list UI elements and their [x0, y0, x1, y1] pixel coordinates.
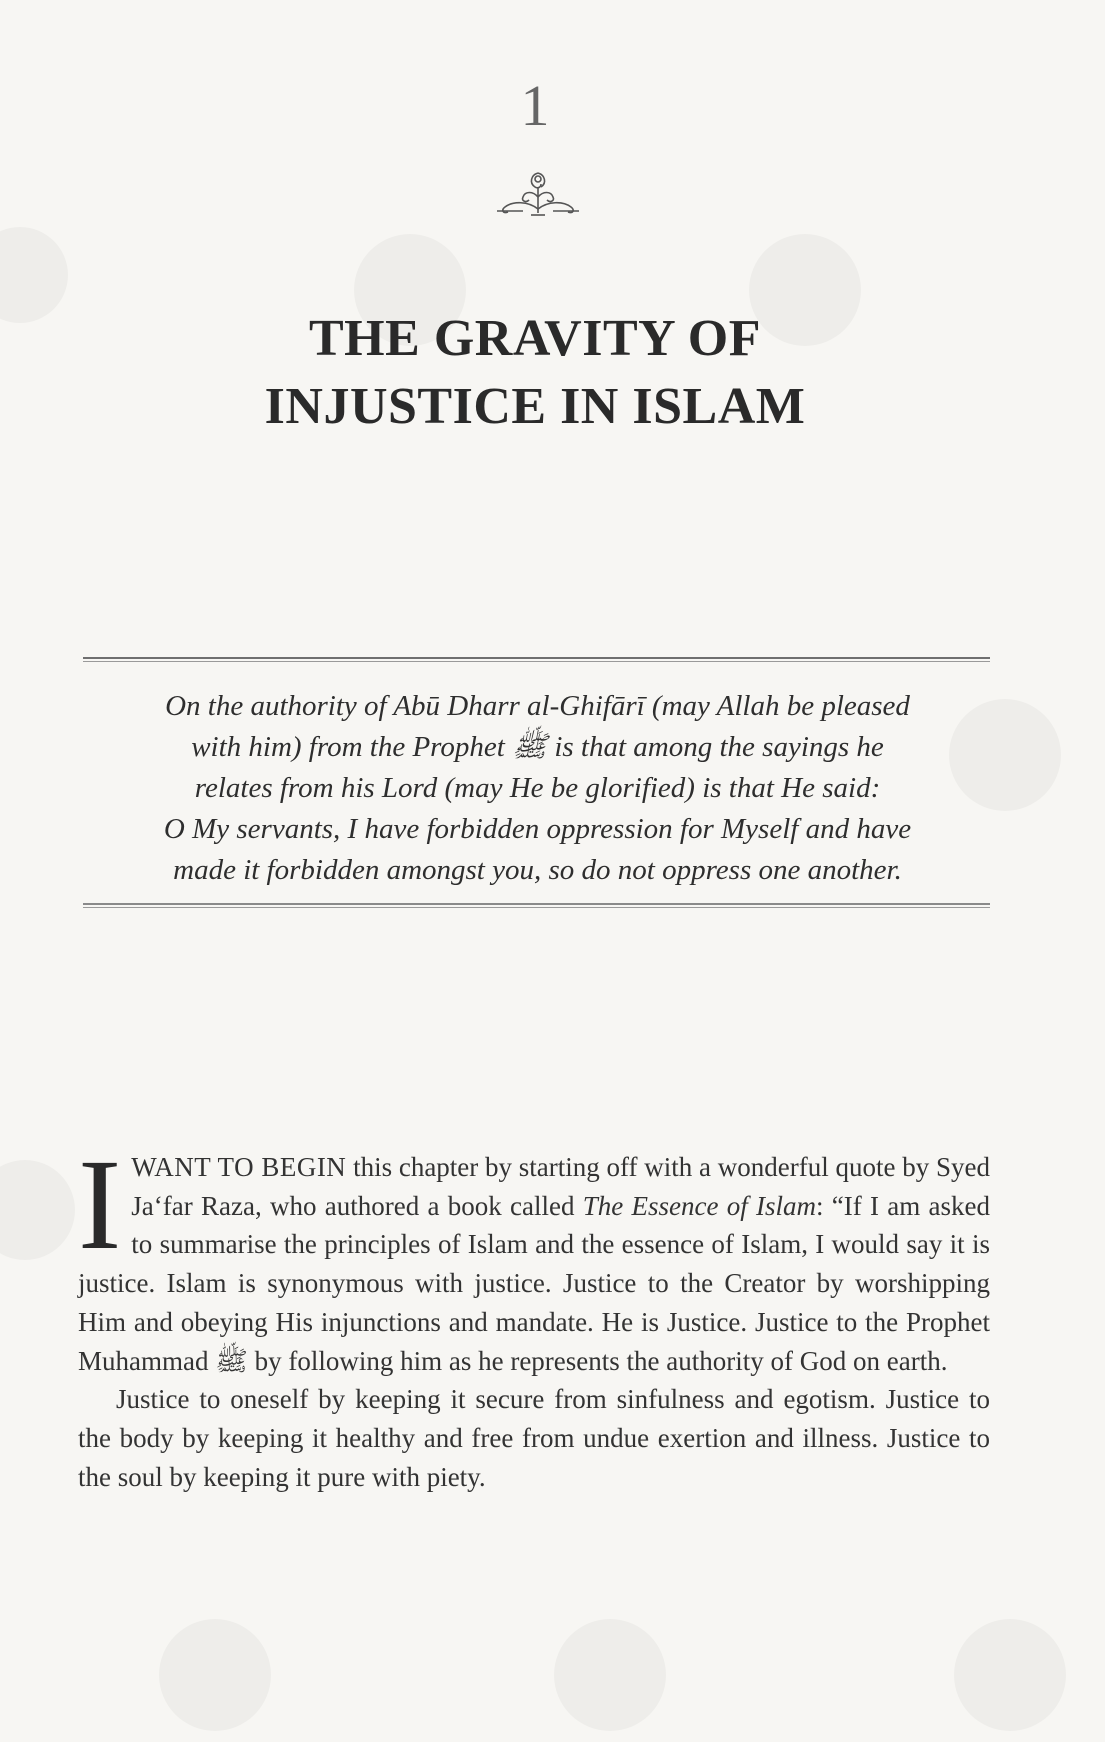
drop-cap: I — [78, 1133, 122, 1277]
bottom-divider — [83, 903, 990, 909]
hadith-line-3: relates from his Lord (may He be glorified) is that He said: — [194, 772, 881, 804]
top-divider — [83, 657, 990, 663]
paragraph-1-text-b: : “If I am asked to summarise the principles of Islam and the essence of Islam, I would say it is justice. Islam is synonymous with justice. Justice to the Creator by worshipping Him and obeying His injunctions and mandate. He is Justice. Justice to the Prophet Muhammad ﷺ by following him as he represents the authority of God on earth. — [78, 1190, 990, 1376]
chapter-title — [0, 305, 1070, 441]
hadith-quote — [80, 686, 995, 891]
hadith-line-1: On the authority of Abū Dharr al-Ghifārī (may Allah be pleased — [165, 690, 910, 722]
hadith-line-2: with him) from the Prophet ﷺ is that among the sayings he — [191, 731, 884, 763]
hadith-line-5: made it forbidden amongst you, so do not oppress one another. — [173, 854, 902, 886]
paragraph-1-text-a: this chapter by starting off with a wonderful quote by Syed Ja‘far Raza, who authored a book called — [131, 1152, 991, 1221]
lead-in: WANT TO BEGIN — [131, 1152, 347, 1182]
watermark-flower-icon — [945, 1610, 1075, 1740]
body-text — [78, 1133, 991, 1496]
hadith-line-4: O My servants, I have forbidden oppression for Myself and have — [163, 813, 912, 845]
chapter-title-line-1: THE GRAVITY OF — [309, 310, 761, 367]
book-title: The Essence of Islam — [582, 1190, 816, 1221]
paragraph-2: Justice to oneself by keeping it secure from sinfulness and egotism. Justice to the body by keeping it healthy and free from undue exertion and illness. Justice to the soul by keeping it pure with piety. — [78, 1384, 990, 1492]
watermark-flower-icon — [150, 1610, 280, 1740]
floral-ornament-icon — [493, 165, 583, 220]
paragraph-1 — [78, 1133, 991, 1380]
watermark-flower-icon — [0, 1150, 90, 1270]
watermark-flower-icon — [545, 1610, 675, 1740]
chapter-number: 1 — [520, 73, 550, 138]
chapter-title-line-2: INJUSTICE IN ISLAM — [264, 378, 806, 435]
